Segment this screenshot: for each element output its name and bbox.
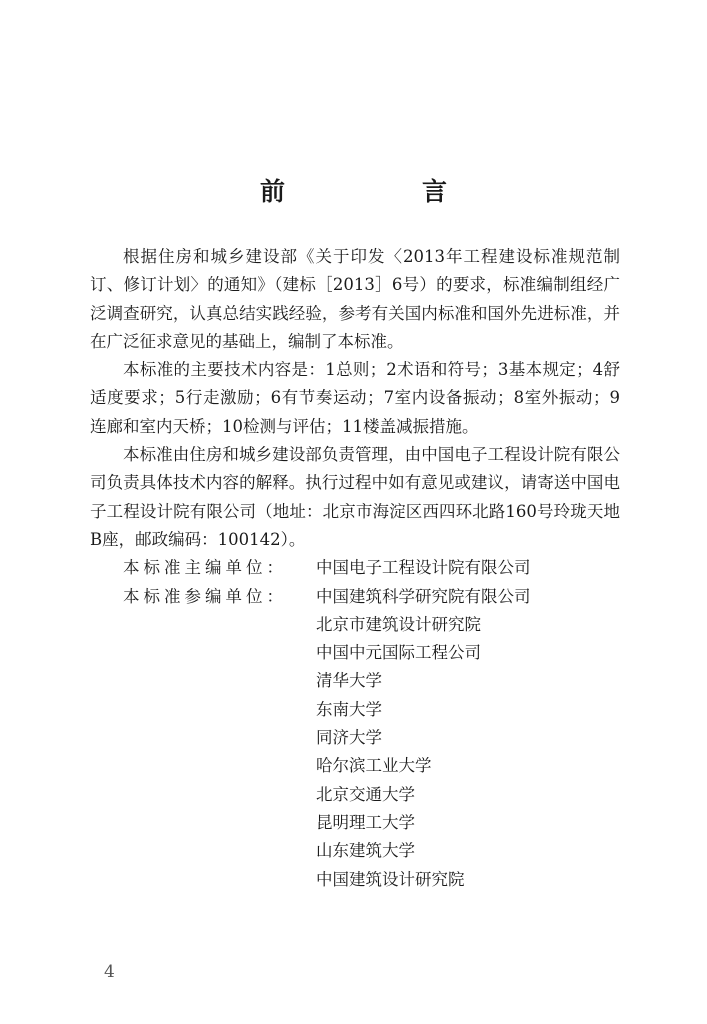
page-title: 前 言 <box>259 177 503 206</box>
participating-units-row <box>90 583 620 894</box>
participating-unit: 北京市建筑设计研究院 <box>316 614 481 634</box>
preface-body <box>90 243 620 894</box>
participating-unit: 昆明理工大学 <box>316 812 415 832</box>
participating-unit: 中国中元国际工程公司 <box>316 643 481 663</box>
participating-unit: 清华大学 <box>316 671 382 691</box>
paragraph-management: 本标准由住房和城乡建设部负责管理，由中国电子工程设计院有限公司负责具体技术内容的解释。执行过程中如有意见或建议，请寄送中国电子工程设计院有限公司（地址：北京市海淀区西四环北路160号玲珑天地B座，邮政编码：100142）。 <box>90 445 620 549</box>
participating-unit: 哈尔滨工业大学 <box>316 756 432 776</box>
paragraph-contents: 本标准的主要技术内容是：1总则；2术语和符号；3基本规定；4舒适度要求；5行走激励；6有节奏运动；7室内设备振动；8室外振动；9连廊和室内天桥；10检测与评估；11楼盖减振措施。 <box>90 360 620 436</box>
paragraph-basis: 根据住房和城乡建设部《关于印发〈2013年工程建设标准规范制订、修订计划〉的通知》（建标［2013］6号）的要求，标准编制组经广泛调查研究，认真总结实践经验，参考有关国内标准和国外先进标准，并在广泛征求意见的基础上，编制了本标准。 <box>90 247 620 351</box>
page-number: 4 <box>104 962 115 982</box>
chief-unit-label: 本标准主编单位： <box>123 558 287 578</box>
participating-unit: 山东建筑大学 <box>316 841 415 861</box>
participating-unit: 同济大学 <box>316 728 382 748</box>
chief-unit-row <box>90 554 620 582</box>
participating-unit: 中国建筑设计研究院 <box>316 869 465 889</box>
chief-unit-value: 中国电子工程设计院有限公司 <box>316 558 531 578</box>
participating-units-list <box>316 583 531 894</box>
participating-units-label: 本标准参编单位： <box>123 586 287 606</box>
participating-unit: 东南大学 <box>316 699 382 719</box>
participating-unit: 中国建筑科学研究院有限公司 <box>316 586 531 606</box>
participating-unit: 北京交通大学 <box>316 784 415 804</box>
